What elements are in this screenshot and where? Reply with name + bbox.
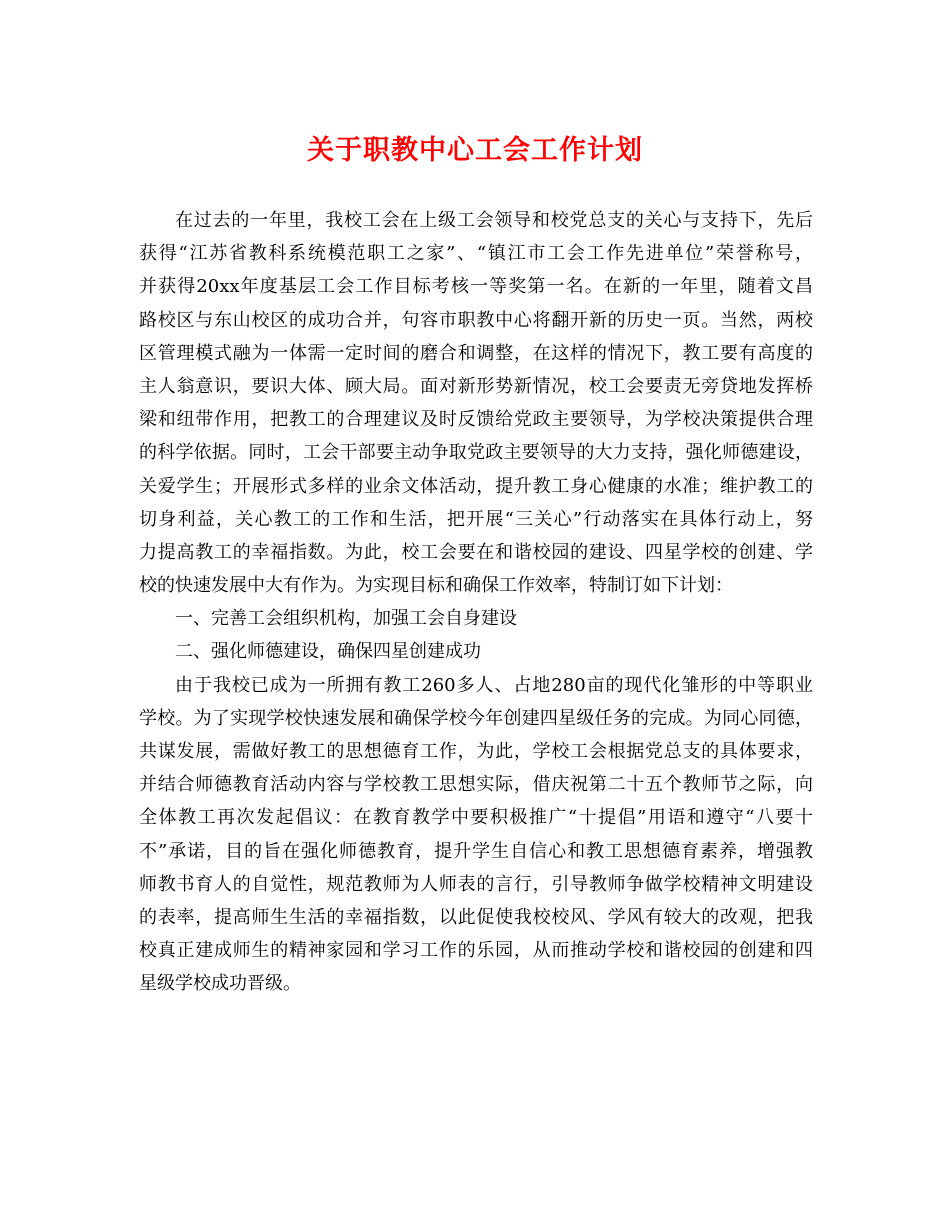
body-text-line: 获得“江苏省教科系统模范职工之家”、“镇江市工会工作先进单位”荣誉称号，: [139, 243, 813, 265]
body-text-line: 校真正建成师生的精神家园和学习工作的乐园，从而推动学校和谐校园的创建和四: [139, 940, 813, 962]
body-text-line: 共谋发展，需做好教工的思想德育工作，为此，学校工会根据党总支的具体要求，: [139, 741, 813, 762]
body-text-line: 在过去的一年里，我校工会在上级工会领导和校党总支的关心与支持下，先后: [175, 210, 813, 231]
body-text-line: 梁和纽带作用，把教工的合理建议及时反馈给党政主要领导，为学校决策提供合理: [139, 409, 813, 431]
body-text-line: 关爱学生；开展形式多样的业余文体活动，提升教工身心健康的水准；维护教工的: [139, 475, 813, 497]
body-text-line: 路校区与东山校区的成功合并，句容市职教中心将翻开新的历史一页。当然，两校: [139, 309, 813, 331]
body-text-line: 全体教工再次发起倡议：在教育教学中要积极推广“十提倡”用语和遵守“八要十: [139, 807, 813, 829]
body-text-line: 二、强化师德建设，确保四星创建成功: [175, 641, 481, 663]
document-body: [139, 204, 813, 1001]
body-text-line: 主人翁意识，要识大体、顾大局。面对新形势新情况，校工会要责无旁贷地发挥桥: [139, 375, 813, 397]
body-text-line: 由于我校已成为一所拥有教工260多人、占地280亩的现代化雏形的中等职业: [175, 674, 813, 696]
body-text-line: 星级学校成功晋级。: [139, 973, 301, 995]
document-title: 关于职教中心工会工作计划: [307, 135, 643, 166]
body-text-line: 的科学依据。同时，工会干部要主动争取党政主要领导的大力支持，强化师德建设，: [139, 442, 813, 464]
body-text-line: 力提高教工的幸福指数。为此，校工会要在和谐校园的建设、四星学校的创建、学: [139, 541, 813, 563]
body-text-line: 并获得20xx年度基层工会工作目标考核一等奖第一名。在新的一年里，随着文昌: [139, 276, 813, 298]
body-text-line: 区管理模式融为一体需一定时间的磨合和调整，在这样的情况下，教工要有高度的: [139, 342, 813, 364]
body-text-line: 切身利益，关心教工的工作和生活，把开展“三关心”行动落实在具体行动上，努: [139, 508, 813, 530]
body-text-line: 的表率，提高师生生活的幸福指数，以此促使我校校风、学风有较大的改观，把我: [139, 906, 813, 928]
body-text-line: 校的快速发展中大有作为。为实现目标和确保工作效率，特制订如下计划：: [139, 575, 733, 597]
body-text-line: 师教书育人的自觉性，规范教师为人师表的言行，引导教师争做学校精神文明建设: [139, 873, 813, 895]
body-text-line: 一、完善工会组织机构，加强工会自身建设: [175, 608, 517, 630]
body-text-line: 并结合师德教育活动内容与学校教工思想实际，借庆祝第二十五个教师节之际，向: [139, 774, 813, 796]
body-text-line: 不”承诺，目的旨在强化师德教育，提升学生自信心和教工思想德育素养，增强教: [139, 840, 813, 862]
body-text-line: 学校。为了实现学校快速发展和确保学校今年创建四星级任务的完成。为同心同德，: [139, 707, 813, 729]
